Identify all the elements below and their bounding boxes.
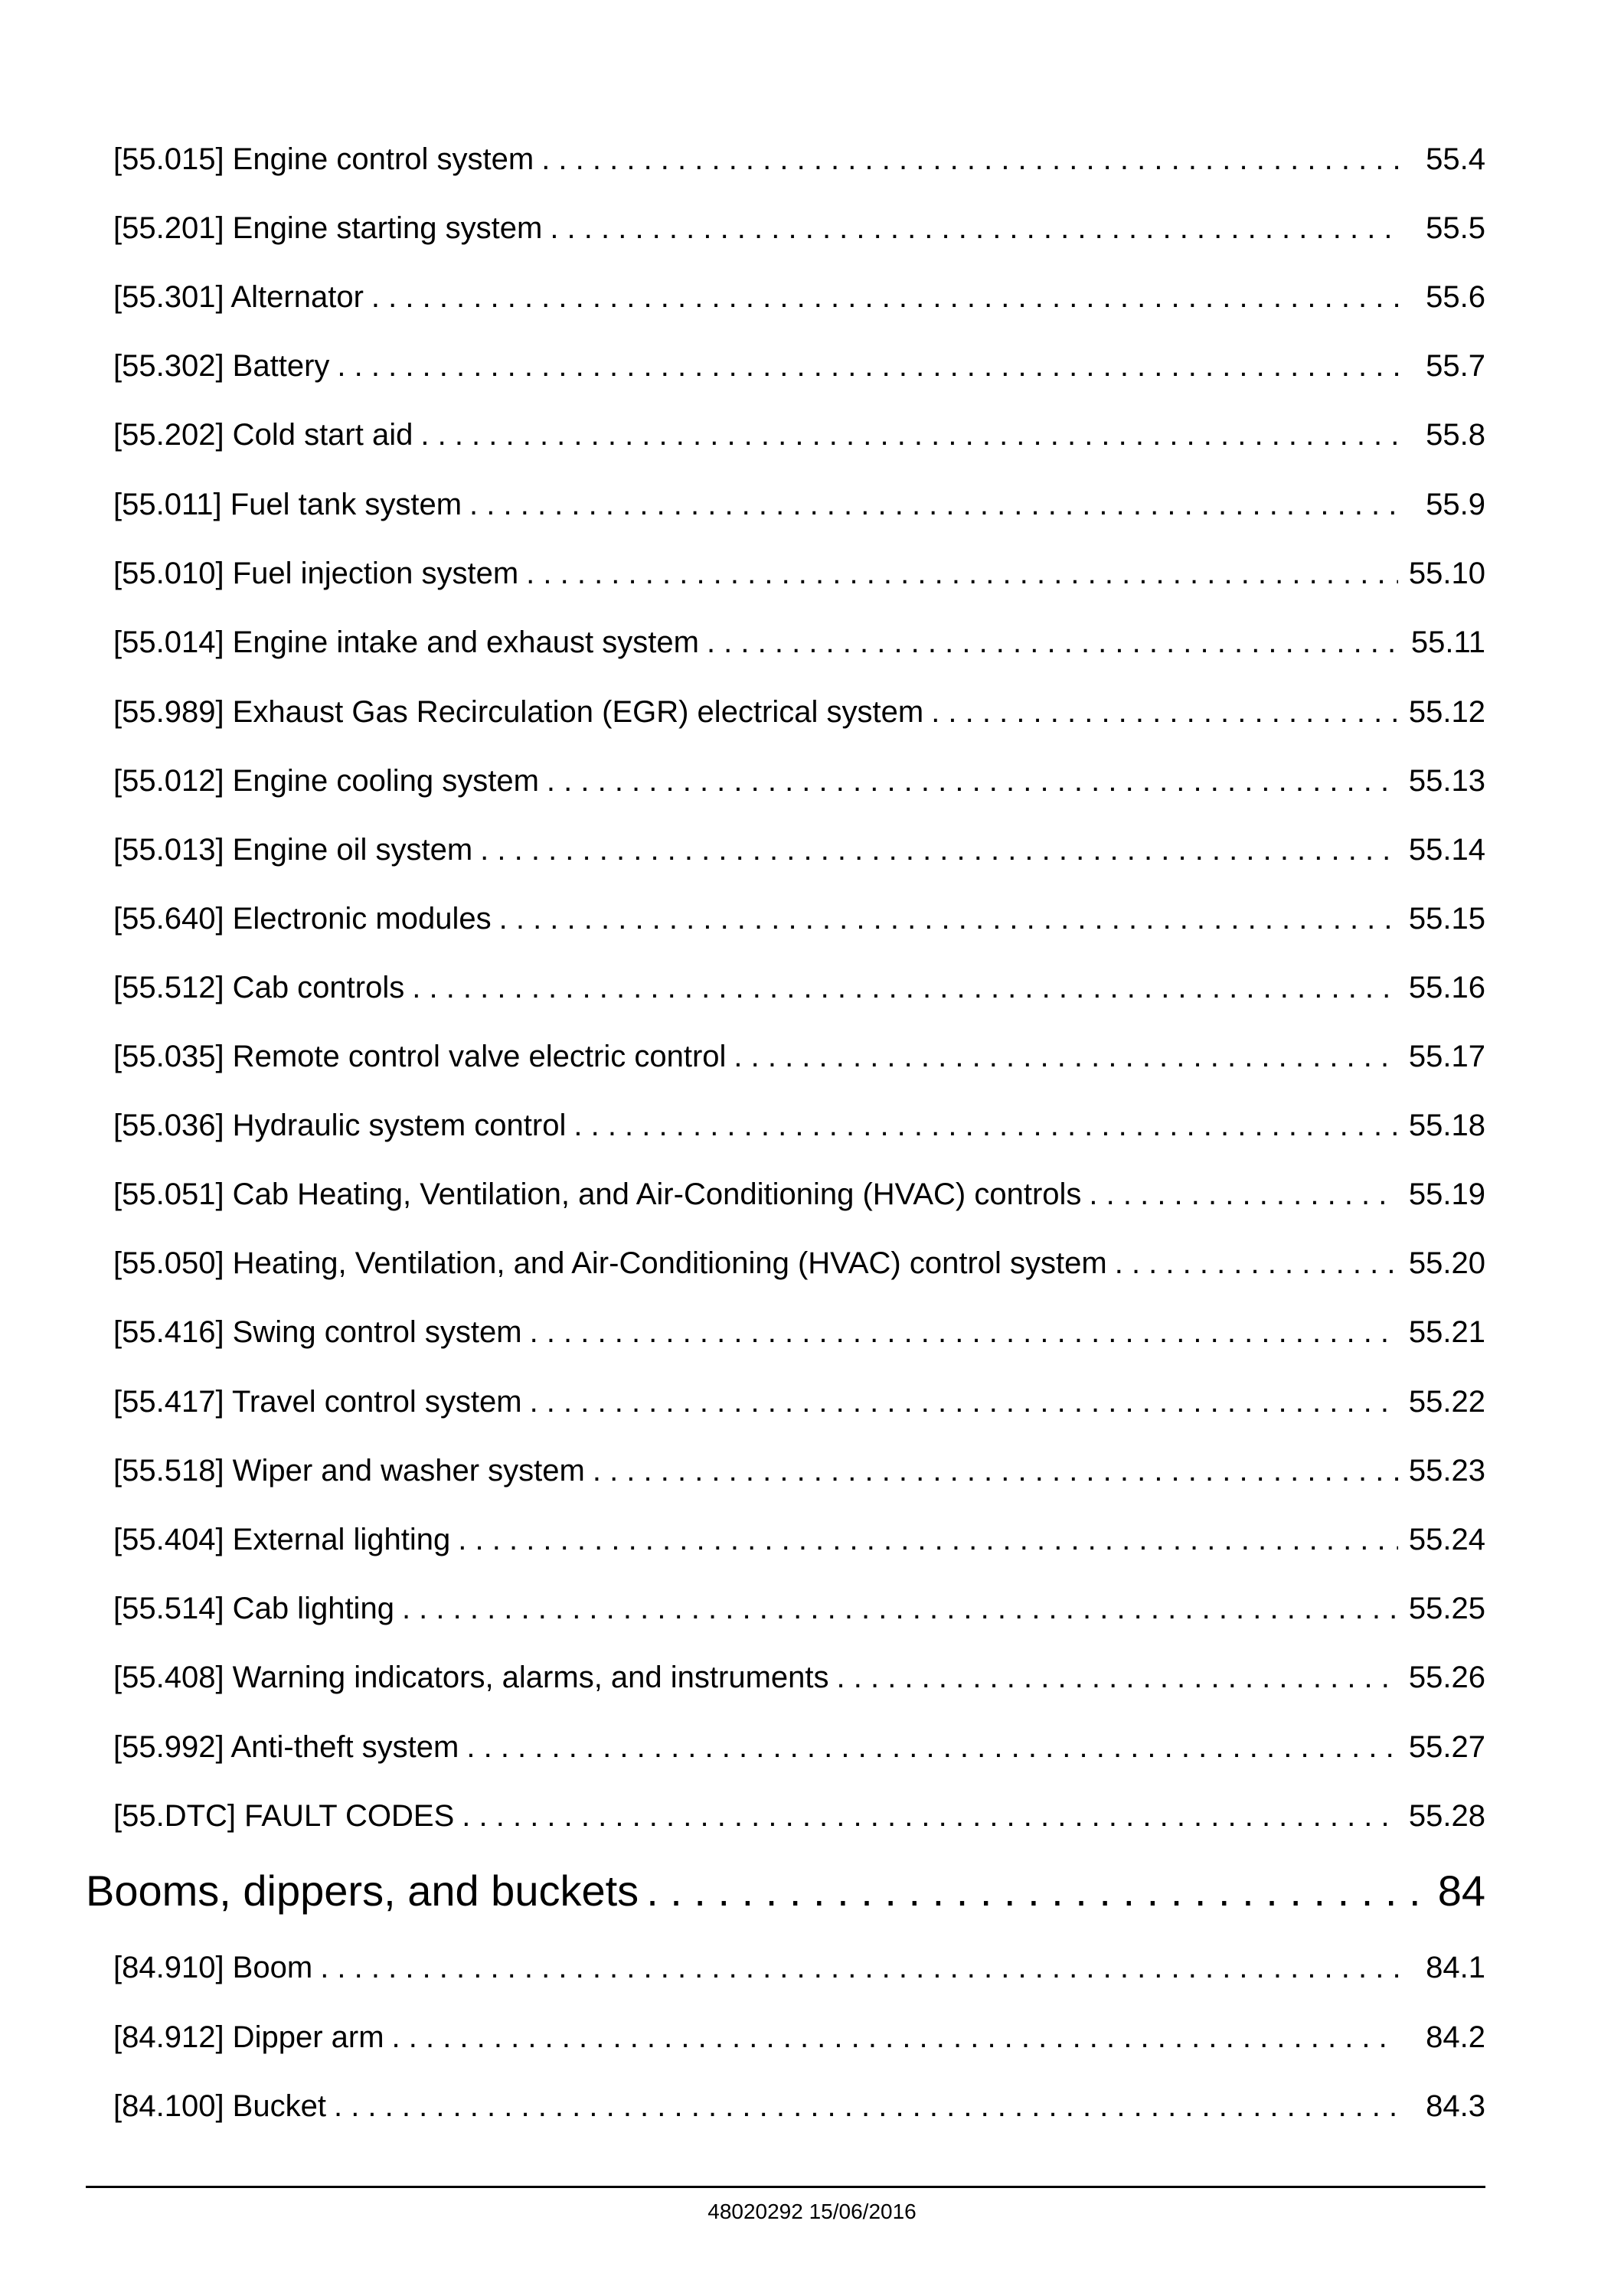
toc-entry-title: [55.301] Alternator <box>113 280 364 314</box>
toc-entry-title: [55.011] Fuel tank system <box>113 488 462 521</box>
toc-entry-page: 55.9 <box>1426 488 1485 521</box>
toc-entry[interactable] <box>113 693 1485 731</box>
toc-entry-title: [55.992] Anti-theft system <box>113 1730 459 1764</box>
dot-leader <box>573 1106 1398 1145</box>
dot-leader <box>499 900 1398 938</box>
dot-leader <box>734 1037 1398 1076</box>
toc-entry[interactable] <box>113 278 1485 316</box>
toc-entry-page: 84.1 <box>1426 1951 1485 1984</box>
toc-entry-title: [55.416] Swing control system <box>113 1315 522 1349</box>
toc-entry-title: [55.050] Heating, Ventilation, and Air-Conditioning (HVAC) control system <box>113 1246 1107 1280</box>
dot-leader <box>462 1797 1398 1835</box>
toc-entry-title: [55.DTC] FAULT CODES <box>113 1799 455 1833</box>
toc-entry[interactable] <box>113 762 1485 800</box>
toc-entry-title: [55.010] Fuel injection system <box>113 557 519 590</box>
dot-leader <box>337 347 1398 385</box>
toc-entry-page: 55.23 <box>1408 1454 1485 1488</box>
toc-entry-title: [55.408] Warning indicators, alarms, and instruments <box>113 1661 829 1694</box>
toc-entry[interactable] <box>113 1797 1485 1835</box>
dot-leader <box>526 554 1398 593</box>
toc-entry[interactable] <box>113 1106 1485 1145</box>
dot-leader <box>593 1452 1398 1490</box>
toc-entry-page: 55.7 <box>1426 349 1485 383</box>
toc-entry-title: [55.036] Hydraulic system control <box>113 1109 567 1142</box>
toc-entry-page: 55.6 <box>1426 280 1485 314</box>
dot-leader <box>469 485 1398 524</box>
toc-entry[interactable] <box>113 623 1485 661</box>
toc-entry-title: [55.512] Cab controls <box>113 971 405 1004</box>
toc-entry-title: [55.014] Engine intake and exhaust system <box>113 625 699 659</box>
toc-entry-title: [55.012] Engine cooling system <box>113 764 539 798</box>
toc-entry-page: 55.17 <box>1408 1040 1485 1073</box>
dot-leader <box>931 693 1398 731</box>
dot-leader <box>334 2087 1398 2125</box>
toc-entry[interactable] <box>113 554 1485 593</box>
toc-entry[interactable] <box>113 1948 1485 1987</box>
toc-chapter-page: 84 <box>1437 1867 1485 1915</box>
toc-entry-title: [55.201] Engine starting system <box>113 211 543 245</box>
toc-entry-title: [55.013] Engine oil system <box>113 833 473 867</box>
toc-entry[interactable] <box>113 1383 1485 1421</box>
toc-entry-title: [55.202] Cold start aid <box>113 418 413 452</box>
toc-entry-title: [55.015] Engine control system <box>113 142 534 176</box>
dot-leader <box>530 1313 1398 1351</box>
toc-entry-page: 55.21 <box>1408 1315 1485 1349</box>
toc-chapter-title: Booms, dippers, and buckets <box>86 1867 639 1915</box>
toc-entry-page: 55.5 <box>1426 211 1485 245</box>
toc-entry-page: 55.10 <box>1408 557 1485 590</box>
toc-chapter[interactable] <box>86 1866 1485 1916</box>
dot-leader <box>707 623 1398 661</box>
toc-entry-page: 55.16 <box>1408 971 1485 1004</box>
toc-entry-title: [55.035] Remote control valve electric control <box>113 1040 727 1073</box>
toc-entry-page: 55.26 <box>1408 1661 1485 1694</box>
toc-entry-page: 55.20 <box>1408 1246 1485 1280</box>
toc-entry[interactable] <box>113 900 1485 938</box>
toc-entry[interactable] <box>113 347 1485 385</box>
toc-entry[interactable] <box>113 1175 1485 1213</box>
toc-entry[interactable] <box>113 968 1485 1007</box>
dot-leader <box>480 831 1398 869</box>
dot-leader <box>371 278 1398 316</box>
toc-entry-page: 55.15 <box>1408 902 1485 936</box>
toc-entry-title: [84.910] Boom <box>113 1951 313 1984</box>
toc-entry[interactable] <box>113 1520 1485 1559</box>
toc-entry[interactable] <box>113 1037 1485 1076</box>
toc-entry[interactable] <box>113 1313 1485 1351</box>
toc-entry-page: 55.28 <box>1408 1799 1485 1833</box>
toc-entry[interactable] <box>113 1452 1485 1490</box>
toc-entry[interactable] <box>113 1658 1485 1697</box>
toc-entry-page: 55.25 <box>1408 1592 1485 1625</box>
toc-entry[interactable] <box>113 1589 1485 1628</box>
dot-leader <box>458 1520 1398 1559</box>
toc-entry[interactable] <box>113 485 1485 524</box>
toc-entry-title: [55.640] Electronic modules <box>113 902 492 936</box>
toc-entry-title: [55.518] Wiper and washer system <box>113 1454 585 1488</box>
toc-entry-title: [55.404] External lighting <box>113 1523 451 1556</box>
toc-entry[interactable] <box>113 2018 1485 2056</box>
dot-leader <box>1115 1244 1398 1282</box>
dot-leader <box>837 1658 1398 1697</box>
toc-entry-page: 55.24 <box>1408 1523 1485 1556</box>
dot-leader <box>320 1948 1398 1987</box>
toc-entry-title: [55.051] Cab Heating, Ventilation, and Air-Conditioning (HVAC) controls <box>113 1177 1082 1211</box>
footer-divider <box>86 2186 1485 2188</box>
toc-entry[interactable] <box>113 2087 1485 2125</box>
dot-leader <box>646 1866 1426 1916</box>
toc-entry[interactable] <box>113 140 1485 178</box>
toc-entry[interactable] <box>113 1244 1485 1282</box>
dot-leader <box>1089 1175 1397 1213</box>
toc-entry[interactable] <box>113 416 1485 454</box>
toc-entry-page: 55.11 <box>1410 625 1485 659</box>
dot-leader <box>547 762 1398 800</box>
toc-entry-page: 55.8 <box>1426 418 1485 452</box>
footer-doc-id: 48020292 15/06/2016 <box>707 2200 917 2223</box>
toc-entry-title: [84.100] Bucket <box>113 2089 326 2123</box>
dot-leader <box>466 1728 1398 1766</box>
dot-leader <box>530 1383 1398 1421</box>
toc-entry-title: [55.302] Battery <box>113 349 330 383</box>
toc-entry-title: [55.989] Exhaust Gas Recirculation (EGR) electrical system <box>113 695 924 729</box>
toc-entry-page: 55.19 <box>1408 1177 1485 1211</box>
toc-entry[interactable] <box>113 1728 1485 1766</box>
dot-leader <box>412 968 1398 1007</box>
toc-entry-page: 55.22 <box>1408 1385 1485 1419</box>
toc-entry-page: 84.3 <box>1426 2089 1485 2123</box>
toc-entry-page: 55.14 <box>1408 833 1485 867</box>
dot-leader <box>402 1589 1398 1628</box>
toc-entry-page: 55.18 <box>1408 1109 1485 1142</box>
dot-leader <box>541 140 1398 178</box>
toc-entry-page: 55.13 <box>1408 764 1485 798</box>
dot-leader <box>392 2018 1398 2056</box>
toc-entry[interactable] <box>113 209 1485 247</box>
toc-entry[interactable] <box>113 831 1485 869</box>
toc-entry-title: [84.912] Dipper arm <box>113 2020 384 2054</box>
toc-entry-page: 84.2 <box>1426 2020 1485 2054</box>
toc-entry-page: 55.12 <box>1408 695 1485 729</box>
toc-entry-title: [55.417] Travel control system <box>113 1385 522 1419</box>
dot-leader <box>420 416 1398 454</box>
toc-entry-page: 55.4 <box>1426 142 1485 176</box>
toc-entry-title: [55.514] Cab lighting <box>113 1592 394 1625</box>
dot-leader <box>550 209 1398 247</box>
toc-entry-page: 55.27 <box>1408 1730 1485 1764</box>
